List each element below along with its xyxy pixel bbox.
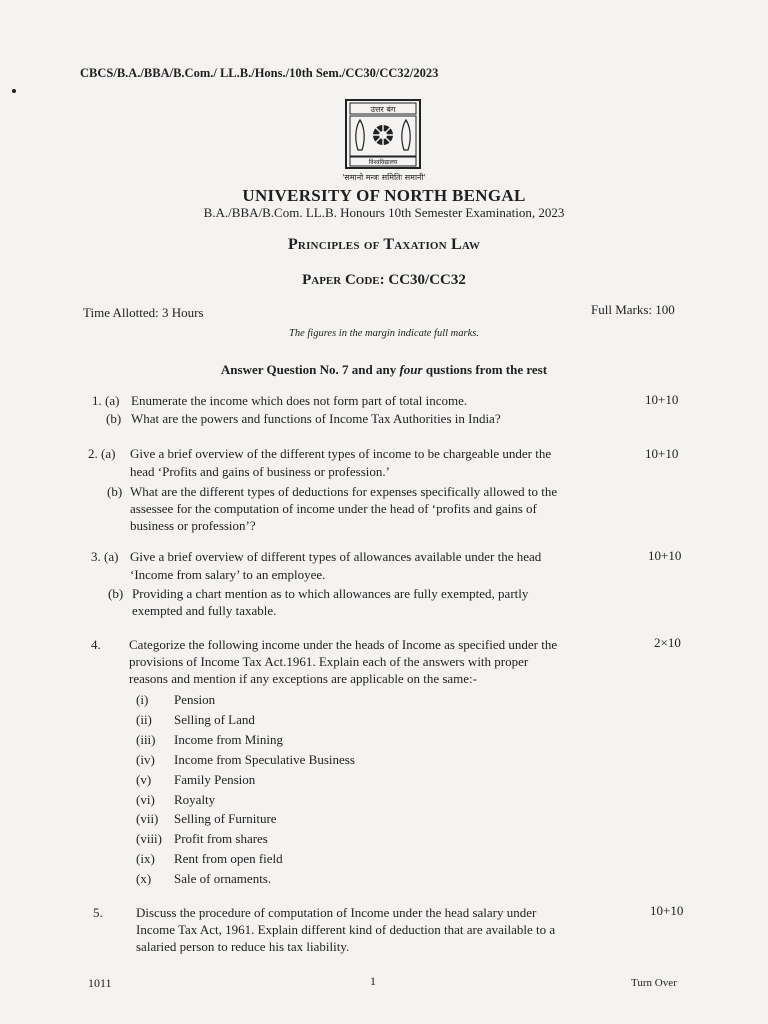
list-item-text: Rent from open field (174, 851, 283, 867)
list-item-number: (vi) (136, 791, 155, 807)
list-item (136, 869, 355, 889)
question-2a-line2: head ‘Profits and gains of business or profession.’ (130, 464, 390, 479)
question-5-line2: Income Tax Act, 1961. Explain different kind of deduction that are available to a (136, 922, 556, 937)
full-marks: Full Marks: 100 (591, 302, 675, 317)
question-4 (91, 636, 631, 690)
question-5-line1: Discuss the procedure of computation of Income under the head salary under (136, 905, 537, 920)
question-4-number: 4. (91, 637, 101, 652)
question-5-marks: 10+10 (650, 903, 684, 918)
list-item-text: Selling of Land (174, 711, 255, 727)
subject-title: Principles of Taxation Law (287, 236, 481, 253)
question-4-marks: 2×10 (654, 635, 681, 650)
course-code-line: CBCS/B.A./BBA/B.Com./ LL.B./Hons./10th Sem./CC30/CC32/2023 (80, 66, 439, 80)
list-item (136, 829, 355, 849)
question-3-number: 3. (a) (91, 549, 119, 564)
question-5 (93, 904, 633, 958)
list-item (136, 809, 355, 829)
question-3-marks: 10+10 (648, 548, 682, 563)
list-item-number: (ix) (136, 851, 155, 867)
question-2 (88, 445, 628, 535)
emblem-bottom-text: विश्वविद्यालय (368, 159, 398, 166)
list-item (136, 710, 355, 730)
margin-note: The figures in the margin indicate full marks. (289, 328, 479, 339)
list-item (136, 690, 355, 710)
list-item-number: (v) (136, 771, 152, 787)
list-item-number: (viii) (136, 831, 162, 847)
question-5-number: 5. (93, 905, 103, 920)
question-1-number: 1. (a) (92, 393, 120, 408)
question-2b-label: (b) (107, 484, 123, 499)
question-3a-line1: Give a brief overview of different types of allowances available under the head (130, 549, 542, 564)
instruction-em: four (399, 362, 423, 377)
list-item-number: (vii) (136, 811, 159, 827)
question-2b-line3: business or profession’? (130, 518, 256, 533)
list-item-text: Royalty (174, 791, 216, 807)
list-item-text: Pension (174, 692, 216, 707)
question-3b-line2: exempted and fully taxable. (132, 603, 277, 618)
question-3 (91, 548, 631, 620)
list-item (136, 849, 355, 869)
page-number: 1 (370, 974, 376, 988)
question-1a-text: Enumerate the income which does not form part of total income. (131, 393, 468, 408)
university-emblem (344, 98, 422, 170)
list-item-number: (x) (136, 871, 152, 887)
question-2-marks: 10+10 (645, 446, 679, 461)
question-3a-line2: ‘Income from salary’ to an employee. (130, 567, 326, 582)
list-item (136, 750, 355, 770)
motto: 'समानो मन्त्रः समितिः समानी' (342, 173, 426, 182)
instruction-post: qustions from the rest (422, 362, 548, 377)
question-3b-line1: Providing a chart mention as to which allowances are fully exempted, partly (132, 586, 529, 601)
paper-code (0, 272, 768, 289)
question-4-line3: reasons and mention if any exceptions are applicable on the same:- (129, 671, 477, 686)
list-item-text: Family Pension (174, 771, 256, 787)
list-item-text: Selling of Furniture (174, 811, 277, 827)
question-3b-label: (b) (108, 586, 124, 601)
question-4-line2: provisions of Income Tax Act.1961. Explain each of the answers with proper (129, 654, 529, 669)
exam-title: B.A./BBA/B.Com. LL.B. Honours 10th Semester Examination, 2023 (203, 205, 565, 220)
list-item (136, 730, 355, 750)
question-5-line3: salaried person to reduce his tax liability. (136, 939, 350, 954)
question-2b-line1: What are the different types of deductions for expenses specifically allowed to the (130, 484, 558, 499)
list-item (136, 790, 355, 810)
income-items-list (136, 690, 355, 889)
list-item-number: (i) (136, 692, 149, 707)
paper-code-label: Paper Code: (302, 272, 385, 288)
question-1b-label: (b) (106, 411, 122, 426)
list-item-number: (iv) (136, 751, 155, 767)
list-item-number: (ii) (136, 711, 152, 727)
instruction-pre: Answer Question No. 7 and any (220, 362, 400, 377)
question-2b-line2: assessee for the computation of income under the head of ‘profits and gains of (130, 501, 537, 516)
time-allotted: Time Allotted: 3 Hours (83, 305, 204, 320)
paper-code-value: CC30/CC32 (388, 272, 466, 288)
question-2-number: 2. (a) (88, 446, 116, 461)
footer-code: 1011 (88, 976, 112, 990)
university-name: UNIVERSITY OF NORTH BENGAL (242, 186, 526, 205)
question-2a-line1: Give a brief overview of the different types of income to be chargeable under the (130, 446, 552, 461)
stray-mark (12, 89, 16, 93)
question-1-marks: 10+10 (645, 392, 679, 407)
list-item (136, 770, 355, 790)
emblem-top-text: उत्तर बंग (370, 105, 396, 114)
list-item-text: Income from Speculative Business (174, 751, 355, 767)
question-4-line1: Categorize the following income under the heads of Income as specified under the (129, 637, 558, 652)
turn-over: Turn Over (631, 977, 677, 989)
list-item-text: Sale of ornaments. (174, 871, 272, 887)
list-item-number: (iii) (136, 731, 156, 747)
list-item-text: Income from Mining (174, 731, 284, 747)
question-1b-text: What are the powers and functions of Income Tax Authorities in India? (131, 411, 501, 426)
instruction (0, 362, 768, 378)
list-item-text: Profit from shares (174, 831, 268, 847)
question-1 (92, 392, 632, 432)
